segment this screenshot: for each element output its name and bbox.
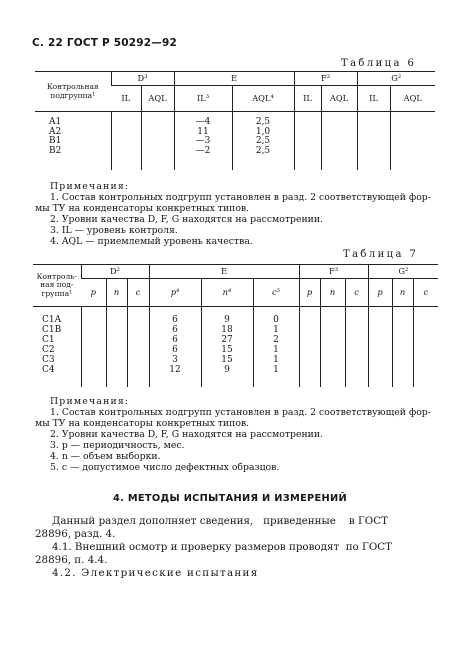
- notes-title: Примечания:: [50, 181, 130, 192]
- table6-subheader: IL³: [174, 86, 232, 112]
- table7-cell-empty: [368, 307, 392, 387]
- page-header: С. 22 ГОСТ Р 50292—92: [32, 37, 177, 49]
- note-line: 1. Состав контрольных подгрупп установлен в разд. 2 соответствующей фор-: [50, 407, 431, 418]
- table6-subheader: IL: [294, 86, 321, 112]
- table7-subheader: c: [127, 279, 149, 307]
- table7-cell-empty: [106, 307, 127, 387]
- section-paragraph: 28896, п. 4.4.: [35, 554, 108, 566]
- section-paragraph: 4.1. Внешний осмотр и проверку размеров проводят по ГОСТ: [52, 541, 393, 553]
- table7-subheader: c: [345, 279, 368, 307]
- table6-cell-empty: [357, 112, 390, 170]
- table6-subheader: AQL: [390, 86, 435, 112]
- note-line: 2. Уровни качества D, F, G находятся на рассмотрении.: [50, 214, 323, 225]
- table6-subheader: AQL: [141, 86, 174, 112]
- note-line: 4. AQL — приемлемый уровень качества.: [50, 236, 253, 247]
- table7-cell-empty: [299, 307, 320, 387]
- table7-e-p-values: 6 6 6 6 3 12: [149, 307, 201, 387]
- note-line: 3. р — периодичность, мес.: [50, 440, 185, 451]
- table7-group-g: G²: [368, 265, 438, 279]
- notes-title: Примечания:: [50, 396, 130, 407]
- table7-caption: Таблица 7: [343, 249, 419, 260]
- table6-cell-empty: [294, 112, 321, 170]
- table7-subheader: p: [368, 279, 392, 307]
- table6-group-f: F²: [294, 72, 357, 86]
- note-line: 1. Состав контрольных подгрупп установлен в разд. 2 соответствующей фор-: [50, 192, 431, 203]
- table7-group-d: D²: [81, 265, 149, 279]
- table7-subheader: n: [106, 279, 127, 307]
- table7-subheader: c⁵: [253, 279, 299, 307]
- table7-subheader: n: [392, 279, 413, 307]
- table7-group-f: F³: [299, 265, 368, 279]
- note-line: 2. Уровни качества D, F, G находятся на рассмотрении.: [50, 429, 323, 440]
- table7-subheader: n: [320, 279, 345, 307]
- table7-subheader: n⁴: [201, 279, 253, 307]
- note-line: мы ТУ на конденсаторы конкретных типов.: [35, 203, 250, 214]
- table6-row-labels: A1 A2 B1 B2: [49, 117, 62, 156]
- note-line: мы ТУ на конденсаторы конкретных типов.: [35, 418, 250, 429]
- table6-col1-header: Контрольная подгруппа¹: [35, 72, 111, 112]
- table6-group-g: G²: [357, 72, 435, 86]
- table6-cell-empty: [390, 112, 435, 170]
- section-paragraph: 28896, разд. 4.: [35, 528, 116, 540]
- table7-subheader: c: [413, 279, 438, 307]
- table7: [33, 264, 438, 387]
- table6-subheader: AQL⁴: [232, 86, 294, 112]
- table6-caption: Таблица 6: [341, 58, 417, 69]
- section-heading: 4. МЕТОДЫ ИСПЫТАНИЯ И ИЗМЕРЕНИЙ: [113, 493, 348, 504]
- section-paragraph: 4.2. Электрические испытания: [52, 567, 259, 579]
- table6-group-d: D³: [111, 72, 174, 86]
- section-paragraph: Данный раздел дополняет сведения, приведенные в ГОСТ: [52, 515, 388, 527]
- table6: [35, 71, 435, 170]
- note-line: 5. с — допустимое число дефектных образцов.: [50, 462, 280, 473]
- note-line: 4. n — объем выборки.: [50, 451, 161, 462]
- table7-col1-header: Контроль-ная под-группа¹: [33, 265, 81, 307]
- table7-e-n-values: 9 18 27 15 15 9: [201, 307, 253, 387]
- table7-cell-empty: [345, 307, 368, 387]
- table7-row-labels: C1A C1B C1 C2 C3 C4: [42, 315, 62, 375]
- table6-group-e: E: [174, 72, 294, 86]
- table7-e-c-values: 0 1 2 1 1 1: [253, 307, 299, 387]
- note-line: 3. IL — уровень контроля.: [50, 225, 178, 236]
- table7-subheader: p: [81, 279, 106, 307]
- table6-subheader: IL: [357, 86, 390, 112]
- table6-cell-empty: [111, 112, 141, 170]
- table7-cell-empty: [392, 307, 413, 387]
- table6-e-aql-values: 2,5 1,0 2,5 2,5: [232, 112, 294, 170]
- table7-cell-empty: [413, 307, 438, 387]
- table6-cell-empty: [321, 112, 357, 170]
- table6-subheader: AQL: [321, 86, 357, 112]
- table6-e-il-values: —4 11 —3 —2: [174, 112, 232, 170]
- table7-cell-empty: [81, 307, 106, 387]
- table7-subheader: p⁴: [149, 279, 201, 307]
- table7-cell-empty: [127, 307, 149, 387]
- table6-subheader: IL: [111, 86, 141, 112]
- table7-cell-empty: [320, 307, 345, 387]
- table7-group-e: E: [149, 265, 299, 279]
- table6-cell-empty: [141, 112, 174, 170]
- table7-subheader: p: [299, 279, 320, 307]
